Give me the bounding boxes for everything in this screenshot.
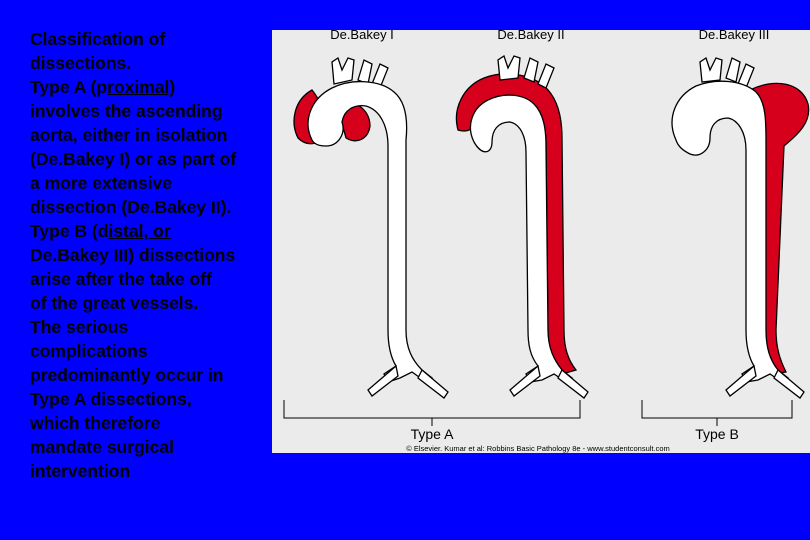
type-a-bracket (284, 400, 580, 426)
text-line: (De.Bakey I) or as part of (30, 149, 237, 169)
aorta-debakey-2 (456, 56, 588, 398)
aortic-dissection-figure (272, 30, 810, 453)
text-line: complications (30, 341, 148, 361)
text-line: intervention (30, 461, 131, 481)
text-line: The serious (30, 317, 129, 337)
aorta-debakey-1 (294, 58, 448, 398)
text-line: De.Bakey III) dissections (30, 245, 236, 265)
copyright-line: © Elsevier. Kumar et al: Robbins Basic Pathology 8e - www.studentconsult.com (406, 444, 670, 453)
text-line: arise after the take off (30, 269, 212, 289)
text-line: mandate surgical (30, 437, 174, 457)
text-line: dissection (De.Bakey II). (30, 197, 232, 217)
text-line: predominantly occur in (30, 365, 224, 385)
text-line: which therefore (30, 413, 161, 433)
text-line: of the great vessels. (30, 293, 199, 313)
slide-body-text (30, 27, 270, 483)
label-debakey-3: De.Bakey III (698, 30, 770, 42)
label-debakey-2: De.Bakey II (497, 30, 565, 42)
text-line: Classification of (30, 29, 166, 49)
aorta-debakey-3 (672, 58, 809, 398)
label-type-a: Type A (410, 426, 454, 442)
text-line: Type A (proximal) (30, 77, 176, 97)
text-line: dissections. (30, 53, 132, 73)
text-line: involves the ascending (30, 101, 223, 121)
text-line: a more extensive (30, 173, 173, 193)
text-line: aorta, either in isolation (30, 125, 228, 145)
type-b-bracket (642, 400, 792, 426)
label-type-b: Type B (695, 426, 739, 442)
text-line: Type B (distal, or (30, 221, 171, 241)
label-debakey-1: De.Bakey I (330, 30, 394, 42)
text-line: Type A dissections, (30, 389, 192, 409)
